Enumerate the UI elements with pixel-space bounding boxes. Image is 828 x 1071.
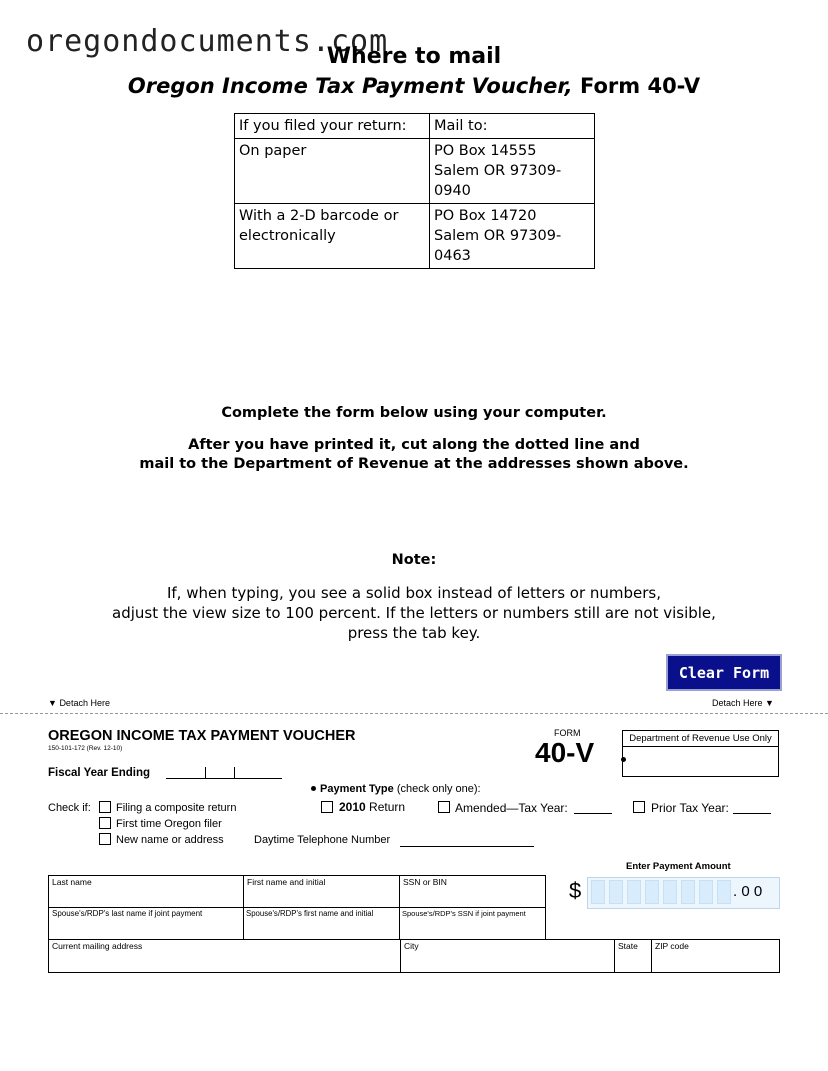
new-name-address-label: New name or address xyxy=(116,834,224,846)
subtitle-rest: Form 40-V xyxy=(572,74,701,98)
table-cell-filed: With a 2-D barcode or electronically xyxy=(235,204,430,269)
payment-prior-label: Prior Tax Year: xyxy=(651,801,729,815)
dept-use-label: Department of Revenue Use Only xyxy=(623,731,778,747)
form-code: 150-101-172 (Rev. 12-10) xyxy=(48,745,123,752)
subtitle-italic: Oregon Income Tax Payment Voucher, xyxy=(127,74,573,98)
payment-type xyxy=(320,783,481,795)
new-name-address-checkbox[interactable] xyxy=(99,833,111,845)
payment-2010-checkbox[interactable] xyxy=(321,801,333,813)
address-line: PO Box 14555 xyxy=(434,143,537,159)
ssn-label: SSN or BIN xyxy=(403,877,447,887)
enter-amount-label: Enter Payment Amount xyxy=(626,861,731,872)
amount-digit xyxy=(609,880,623,904)
amended-year-field[interactable] xyxy=(574,813,612,814)
composite-return-checkbox[interactable] xyxy=(99,801,111,813)
note-heading: Note: xyxy=(391,552,437,568)
amount-digit xyxy=(591,880,605,904)
first-name-label: First name and initial xyxy=(247,877,326,887)
zip-field[interactable] xyxy=(651,939,780,973)
payment-2010-label xyxy=(339,800,405,814)
detach-right xyxy=(712,698,774,708)
mailing-address-label: Current mailing address xyxy=(52,941,143,951)
spouse-last-name-label: Spouse's/RDP's last name if joint payment xyxy=(52,909,203,918)
note-line-1: If, when typing, you see a solid box instead of letters or numbers, xyxy=(166,584,662,602)
spouse-ssn-label: Spouse's/RDP's SSN if joint payment xyxy=(402,909,526,918)
check-if-label: Check if: xyxy=(48,802,91,814)
phone-field[interactable] xyxy=(400,846,534,847)
fiscal-year-divider xyxy=(234,767,235,778)
amount-digit xyxy=(663,880,677,904)
amount-digit xyxy=(717,880,731,904)
fiscal-year-label: Fiscal Year Ending xyxy=(48,767,151,779)
mailing-address-table xyxy=(234,113,595,269)
table-header-filed: If you filed your return: xyxy=(235,114,430,139)
city-label: City xyxy=(404,941,419,951)
zip-label: ZIP code xyxy=(655,941,689,951)
payment-type-hint: (check only one): xyxy=(393,783,481,795)
composite-return-label: Filing a composite return xyxy=(116,802,237,814)
amount-digit xyxy=(699,880,713,904)
payment-type-label: Payment Type xyxy=(320,783,394,795)
watermark: oregondocuments.com xyxy=(26,24,389,59)
form-label: FORM xyxy=(554,728,581,738)
address-line: PO Box 14720 xyxy=(434,208,537,224)
detach-left-label: Detach Here xyxy=(59,698,110,708)
detach-right-label: Detach Here xyxy=(712,698,763,708)
fiscal-year-field[interactable] xyxy=(166,778,282,779)
first-time-filer-checkbox[interactable] xyxy=(99,817,111,829)
spouse-first-name-field[interactable] xyxy=(243,907,400,940)
table-row xyxy=(235,139,595,204)
payment-amended-checkbox[interactable] xyxy=(438,801,450,813)
state-field[interactable] xyxy=(614,939,652,973)
triangle-down-icon: ▼ xyxy=(48,698,57,708)
table-cell-filed: On paper xyxy=(235,139,430,204)
payment-prior-checkbox[interactable] xyxy=(633,801,645,813)
payment-amended-label: Amended—Tax Year: xyxy=(455,801,568,815)
first-name-field[interactable] xyxy=(243,875,400,908)
form-number: 40-V xyxy=(535,737,595,768)
dept-use-box xyxy=(622,730,779,777)
first-time-filer-label: First time Oregon filer xyxy=(116,818,222,830)
city-field[interactable] xyxy=(400,939,615,973)
instruction-line-3: mail to the Department of Revenue at the addresses shown above. xyxy=(139,456,689,472)
address-line: Salem OR 97309-0463 xyxy=(434,228,562,264)
table-row xyxy=(235,204,595,269)
state-label: State xyxy=(618,941,638,951)
amount-digit xyxy=(645,880,659,904)
table-header-row xyxy=(235,114,595,139)
amount-digit xyxy=(681,880,695,904)
last-name-field[interactable] xyxy=(48,875,244,908)
prior-year-field[interactable] xyxy=(733,813,771,814)
cut-line xyxy=(0,713,828,714)
spouse-ssn-field[interactable] xyxy=(399,907,546,940)
clear-form-button[interactable]: Clear Form xyxy=(666,654,782,691)
note-line-2: adjust the view size to 100 percent. If the letters or numbers still are not visible, xyxy=(112,604,716,622)
spouse-last-name-field[interactable] xyxy=(48,907,244,940)
spouse-first-name-label: Spouse's/RDP's first name and initial xyxy=(246,909,374,918)
triangle-down-icon: ▼ xyxy=(765,698,774,708)
page-subtitle xyxy=(0,74,828,98)
payment-2010-rest: Return xyxy=(365,800,406,814)
instruction-line-1: Complete the form below using your computer. xyxy=(221,405,607,421)
ssn-field[interactable] xyxy=(399,875,546,908)
table-cell-address xyxy=(430,204,595,269)
mailing-address-field[interactable] xyxy=(48,939,401,973)
voucher-title: OREGON INCOME TAX PAYMENT VOUCHER xyxy=(48,728,356,744)
address-line: Salem OR 97309-0940 xyxy=(434,163,562,199)
table-cell-address xyxy=(430,139,595,204)
page-title: Where to mail xyxy=(326,44,502,69)
payment-2010-year: 2010 xyxy=(339,800,366,814)
dollar-sign: $ xyxy=(569,878,582,903)
amount-digit xyxy=(627,880,641,904)
bullet-icon xyxy=(311,786,316,791)
table-header-mail-to: Mail to: xyxy=(430,114,595,139)
note-line-3: press the tab key. xyxy=(347,624,481,642)
phone-label: Daytime Telephone Number xyxy=(254,834,391,846)
instruction-line-2: After you have printed it, cut along the dotted line and xyxy=(188,437,640,453)
detach-left xyxy=(48,698,110,708)
amount-cents: . 0 0 xyxy=(733,883,763,900)
last-name-label: Last name xyxy=(52,877,92,887)
fiscal-year-divider xyxy=(205,767,206,778)
